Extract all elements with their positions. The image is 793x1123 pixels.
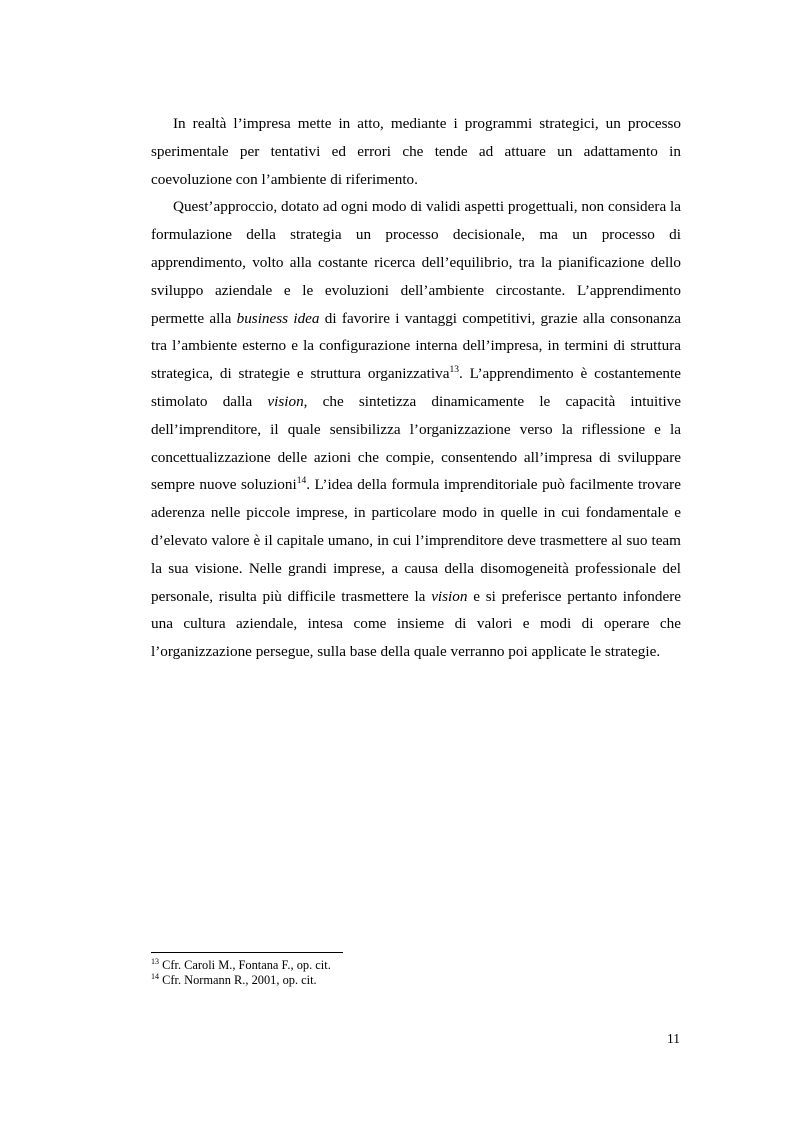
emphasis-business-idea: business idea [236,309,320,327]
footnote-text: Cfr. Normann R., 2001, op. cit. [162,973,317,987]
paragraph-text: In realtà l’impresa mette in atto, mediante i programmi strategici, un processo sperimentale per tentativi ed errori che tende ad attuare un adattamento in coevoluzione con l’ambiente di riferimento. [151,115,681,188]
page-number: 11 [667,1031,680,1046]
paragraph-text: Quest’approccio, dotato ad ogni modo di validi aspetti progettuali, non considera la formulazione della strategia un processo decisionale, ma un processo di apprendimento, volto alla costante ricerca dell’equilibrio, tra la pianificazione dello sviluppo aziendale e le evoluzioni dell’ambiente circostante. L’apprendimento permette alla [151,198,681,327]
paragraph-1 [151,110,681,193]
footnotes [151,958,681,988]
footnote-text: Cfr. Caroli M., Fontana F., op. cit. [162,958,331,972]
paragraph-text: . L’idea della formula imprenditoriale può facilmente trovare aderenza nelle piccole imprese, in particolare modo in quelle in cui fondamentale e d’elevato valore è il capitale umano, in cui l’imprenditore deve trasmettere al suo team la sua visione. Nelle grandi imprese, a causa della disomogeneità professionale del personale, risulta più difficile trasmettere la [151,476,681,605]
footnote-separator [151,952,343,953]
body-text [151,110,681,666]
paragraph-2 [151,193,681,666]
footnote-number: 13 [151,957,159,966]
emphasis-vision: vision [431,587,468,605]
footnote-14 [151,973,681,988]
footnote-reference-13: 13 [449,365,459,376]
paragraph-text: di favorire i vantaggi competitivi, grazie alla consonanza tra l’ambiente esterno e la configurazione interna dell’impresa, in termini di struttura strategica, di strategie e struttura organizzativa [151,309,681,383]
paragraph-text: , che sintetizza dinamicamente le capacità intuitive dell’imprenditore, il quale sensibilizza l’organizzazione verso la riflessione e la concettualizzazione delle azioni che compie, consentendo all’impresa di sviluppare sempre nuove soluzioni [151,392,681,494]
emphasis-vision: vision [267,392,304,410]
footnote-reference-14: 14 [296,476,307,487]
paragraph-text: . L’apprendimento è costantemente stimolato dalla [151,365,681,410]
footnote-number: 14 [151,972,159,981]
paragraph-text: e si preferisce pertanto infondere una cultura aziendale, intesa come insieme di valori e modi di operare che l’organizzazione persegue, sulla base della quale verranno poi applicate le strategie. [151,587,681,661]
footnote-13 [151,958,681,973]
